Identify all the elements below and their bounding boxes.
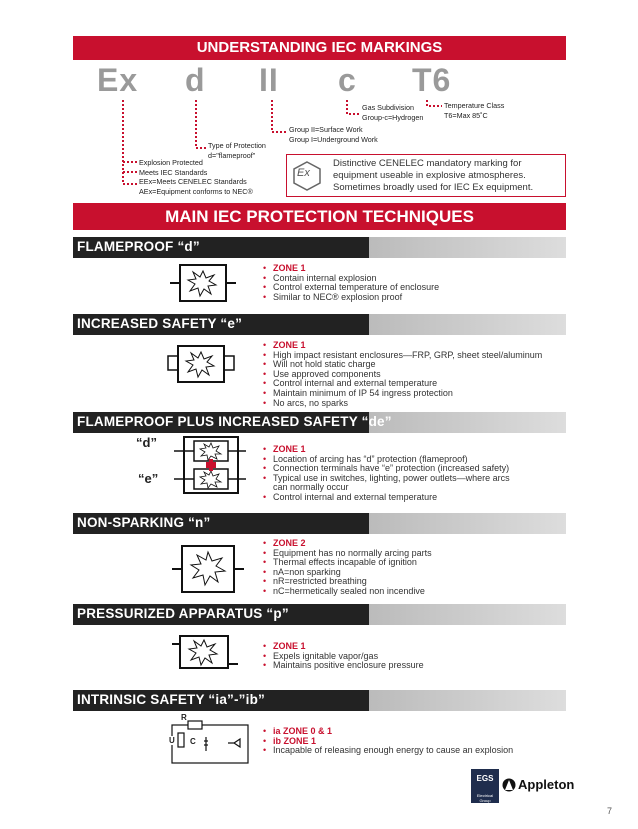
cenelec-text: Distinctive CENELEC mandatory marking for equipment useable in explosive atmospheres. Sometimes broadly used for IEC Ex equipment. bbox=[333, 158, 534, 193]
note-explosion-line: Meets IEC Standards bbox=[139, 167, 208, 177]
list-text: nA=non sparking bbox=[273, 566, 341, 577]
list-item: • Control internal and external temperature bbox=[263, 491, 438, 502]
techniques-banner bbox=[73, 203, 566, 230]
pressurized-list bbox=[263, 642, 424, 671]
page-number: 7 bbox=[607, 806, 613, 816]
circuit-c-label: C bbox=[190, 737, 196, 746]
list-text: High impact resistant enclosures—FRP, GRP, sheet steel/aluminum bbox=[273, 349, 543, 360]
list-item: • Connection terminals have “e” protection (increased safety) bbox=[263, 463, 510, 474]
zone-label: ib ZONE 1 bbox=[273, 735, 317, 746]
marking-ii: II bbox=[259, 62, 279, 98]
section-title: FLAMEPROOF PLUS INCREASED SAFETY “de” bbox=[77, 414, 392, 429]
flameproof-list bbox=[263, 264, 439, 302]
list-item: • ZONE 1 bbox=[263, 263, 306, 273]
list-text: Incapable of releasing enough energy to cause an explosion bbox=[273, 745, 514, 756]
list-text: Contain internal explosion bbox=[273, 272, 377, 283]
marking-c: c bbox=[338, 62, 357, 98]
zone-label: ZONE 1 bbox=[273, 340, 306, 350]
list-item: • ZONE 1 bbox=[263, 340, 306, 350]
section-header-non-sparking bbox=[73, 513, 566, 534]
note-temp bbox=[444, 101, 504, 120]
list-text: Will not hold static charge bbox=[273, 359, 376, 370]
list-item: • Maintain minimum of IP 54 ingress protection bbox=[263, 387, 453, 398]
list-item: • Control external temperature of enclosure bbox=[263, 282, 440, 293]
section-header-intrinsic bbox=[73, 690, 566, 711]
list-text: No arcs, no sparks bbox=[273, 397, 349, 408]
pressurized-symbol-icon bbox=[170, 634, 240, 670]
de-d-label: “d” bbox=[136, 435, 157, 450]
list-text: Typical use in switches, lighting, power outlets—where arcs can normally occur bbox=[273, 472, 510, 493]
zone-label: ZONE 1 bbox=[273, 641, 306, 651]
marking-ex: Ex bbox=[97, 62, 139, 98]
page-title: UNDERSTANDING IEC MARKINGS bbox=[196, 39, 443, 56]
zone-label: ZONE 1 bbox=[273, 444, 306, 454]
list-text: Location of arcing has “d” protection (flameproof) bbox=[273, 453, 468, 464]
circuit-u-label: U bbox=[169, 736, 175, 745]
flameproof-symbol-icon bbox=[168, 263, 238, 303]
section-title: NON-SPARKING “n” bbox=[77, 515, 211, 530]
note-gas-line: Gas Subdivision bbox=[362, 103, 414, 112]
section-header-increased-safety bbox=[73, 314, 566, 335]
de-e-label: “e” bbox=[138, 471, 159, 486]
increased-safety-list bbox=[263, 341, 542, 408]
note-gas bbox=[362, 103, 423, 122]
increased-safety-symbol-icon bbox=[162, 342, 242, 386]
list-text: Maintain minimum of IP 54 ingress protection bbox=[273, 387, 453, 398]
list-item: • ZONE 2 bbox=[263, 538, 306, 548]
note-explosion-line: Explosion Protected bbox=[139, 158, 203, 167]
list-text: Control internal and external temperature bbox=[273, 378, 438, 389]
note-group-line: Group I=Underground Work bbox=[289, 134, 378, 144]
note-explosion bbox=[139, 158, 253, 196]
section-title: PRESSURIZED APPARATUS “p” bbox=[77, 606, 289, 621]
cenelec-box bbox=[286, 154, 566, 197]
list-item: • ZONE 1 bbox=[263, 444, 306, 454]
zone-label: ZONE 2 bbox=[273, 538, 306, 548]
list-text: Maintains positive enclosure pressure bbox=[273, 660, 424, 671]
marking-d: d bbox=[185, 62, 206, 98]
note-temp-line: Temperature Class bbox=[444, 101, 505, 110]
note-group bbox=[289, 125, 378, 144]
list-item: • High impact resistant enclosures—FRP, GRP, sheet steel/aluminum bbox=[263, 349, 543, 360]
list-item: • ia ZONE 0 & 1 bbox=[263, 726, 333, 736]
list-item: • No arcs, no sparks bbox=[263, 397, 349, 408]
list-item: • Expels ignitable vapor/gas bbox=[263, 650, 379, 661]
section-header-flameproof bbox=[73, 237, 566, 258]
note-temp-line: T6=Max 85˚C bbox=[444, 110, 488, 120]
list-text: Control external temperature of enclosure bbox=[273, 282, 440, 293]
section-header-flameproof-increased bbox=[73, 412, 566, 433]
list-text: Expels ignitable vapor/gas bbox=[273, 650, 379, 661]
list-text: Similar to NEC® explosion proof bbox=[273, 291, 403, 302]
list-item: • nA=non sparking bbox=[263, 566, 341, 577]
list-text: Use approved components bbox=[273, 368, 381, 379]
section-header-pressurized bbox=[73, 604, 566, 625]
list-item: • Similar to NEC® explosion proof bbox=[263, 291, 403, 302]
list-item: • Control internal and external temperature bbox=[263, 378, 438, 389]
circuit-r-label: R bbox=[181, 713, 187, 722]
list-item: • ib ZONE 1 bbox=[263, 735, 317, 746]
marking-t6: T6 bbox=[412, 62, 452, 98]
ex-symbol-text: Ex bbox=[297, 167, 310, 179]
appleton-logo bbox=[502, 777, 574, 792]
list-text: Equipment has no normally arcing parts bbox=[273, 547, 432, 558]
note-gas-line: Group-c=Hydrogen bbox=[362, 112, 424, 122]
list-item: • nC=hermetically sealed non incendive bbox=[263, 585, 425, 596]
list-text: nR=restricted breathing bbox=[273, 576, 367, 587]
list-item: • Incapable of releasing enough energy to cause an explosion bbox=[263, 745, 514, 756]
note-explosion-line: EEx=Meets CENELEC Standards bbox=[139, 177, 247, 187]
de-list bbox=[263, 445, 513, 503]
note-protection-line: d="flameproof" bbox=[208, 150, 256, 160]
zone-label: ZONE 1 bbox=[273, 263, 306, 273]
non-sparking-symbol-icon bbox=[170, 542, 246, 596]
list-item: • Contain internal explosion bbox=[263, 272, 377, 283]
section-title: INCREASED SAFETY “e” bbox=[77, 316, 243, 331]
note-protection-line: Type of Protection bbox=[208, 141, 266, 150]
list-item: • Will not hold static charge bbox=[263, 359, 376, 370]
de-symbol-icon bbox=[170, 435, 250, 497]
note-explosion-line: AEx=Equipment conforms to NEC® bbox=[139, 186, 253, 196]
appleton-mark-icon bbox=[502, 778, 516, 792]
list-item: • Location of arcing has “d” protection (flameproof) bbox=[263, 453, 468, 464]
list-item: • ZONE 1 bbox=[263, 641, 306, 651]
list-item: • Use approved components bbox=[263, 368, 381, 379]
techniques-title: MAIN IEC PROTECTION TECHNIQUES bbox=[165, 207, 474, 226]
list-text: Connection terminals have “e” protection (increased safety) bbox=[273, 463, 510, 474]
list-item: • Thermal effects incapable of ignition bbox=[263, 557, 417, 568]
intrinsic-list bbox=[263, 727, 513, 756]
list-text: nC=hermetically sealed non incendive bbox=[273, 585, 425, 596]
zone-label: ia ZONE 0 & 1 bbox=[273, 726, 333, 736]
list-item: • Maintains positive enclosure pressure bbox=[263, 660, 424, 671]
appleton-logo-text: Appleton bbox=[518, 777, 575, 792]
intrinsic-circuit-icon bbox=[168, 713, 258, 767]
list-text: Control internal and external temperature bbox=[273, 491, 438, 502]
egs-logo bbox=[471, 769, 499, 803]
list-item: • Typical use in switches, lighting, power outlets—where arcs can normally occur bbox=[263, 474, 513, 493]
egs-logo-text: EGS bbox=[476, 774, 494, 783]
egs-logo-subtext: Electrical Group bbox=[476, 793, 494, 803]
list-item: • nR=restricted breathing bbox=[263, 576, 367, 587]
list-item: • Equipment has no normally arcing parts bbox=[263, 547, 432, 558]
list-text: Thermal effects incapable of ignition bbox=[273, 557, 417, 568]
note-group-line: Group II=Surface Work bbox=[289, 125, 363, 134]
section-title: FLAMEPROOF “d” bbox=[77, 239, 200, 254]
non-sparking-list bbox=[263, 539, 432, 597]
section-title: INTRINSIC SAFETY “ia”-”ib” bbox=[77, 692, 265, 707]
